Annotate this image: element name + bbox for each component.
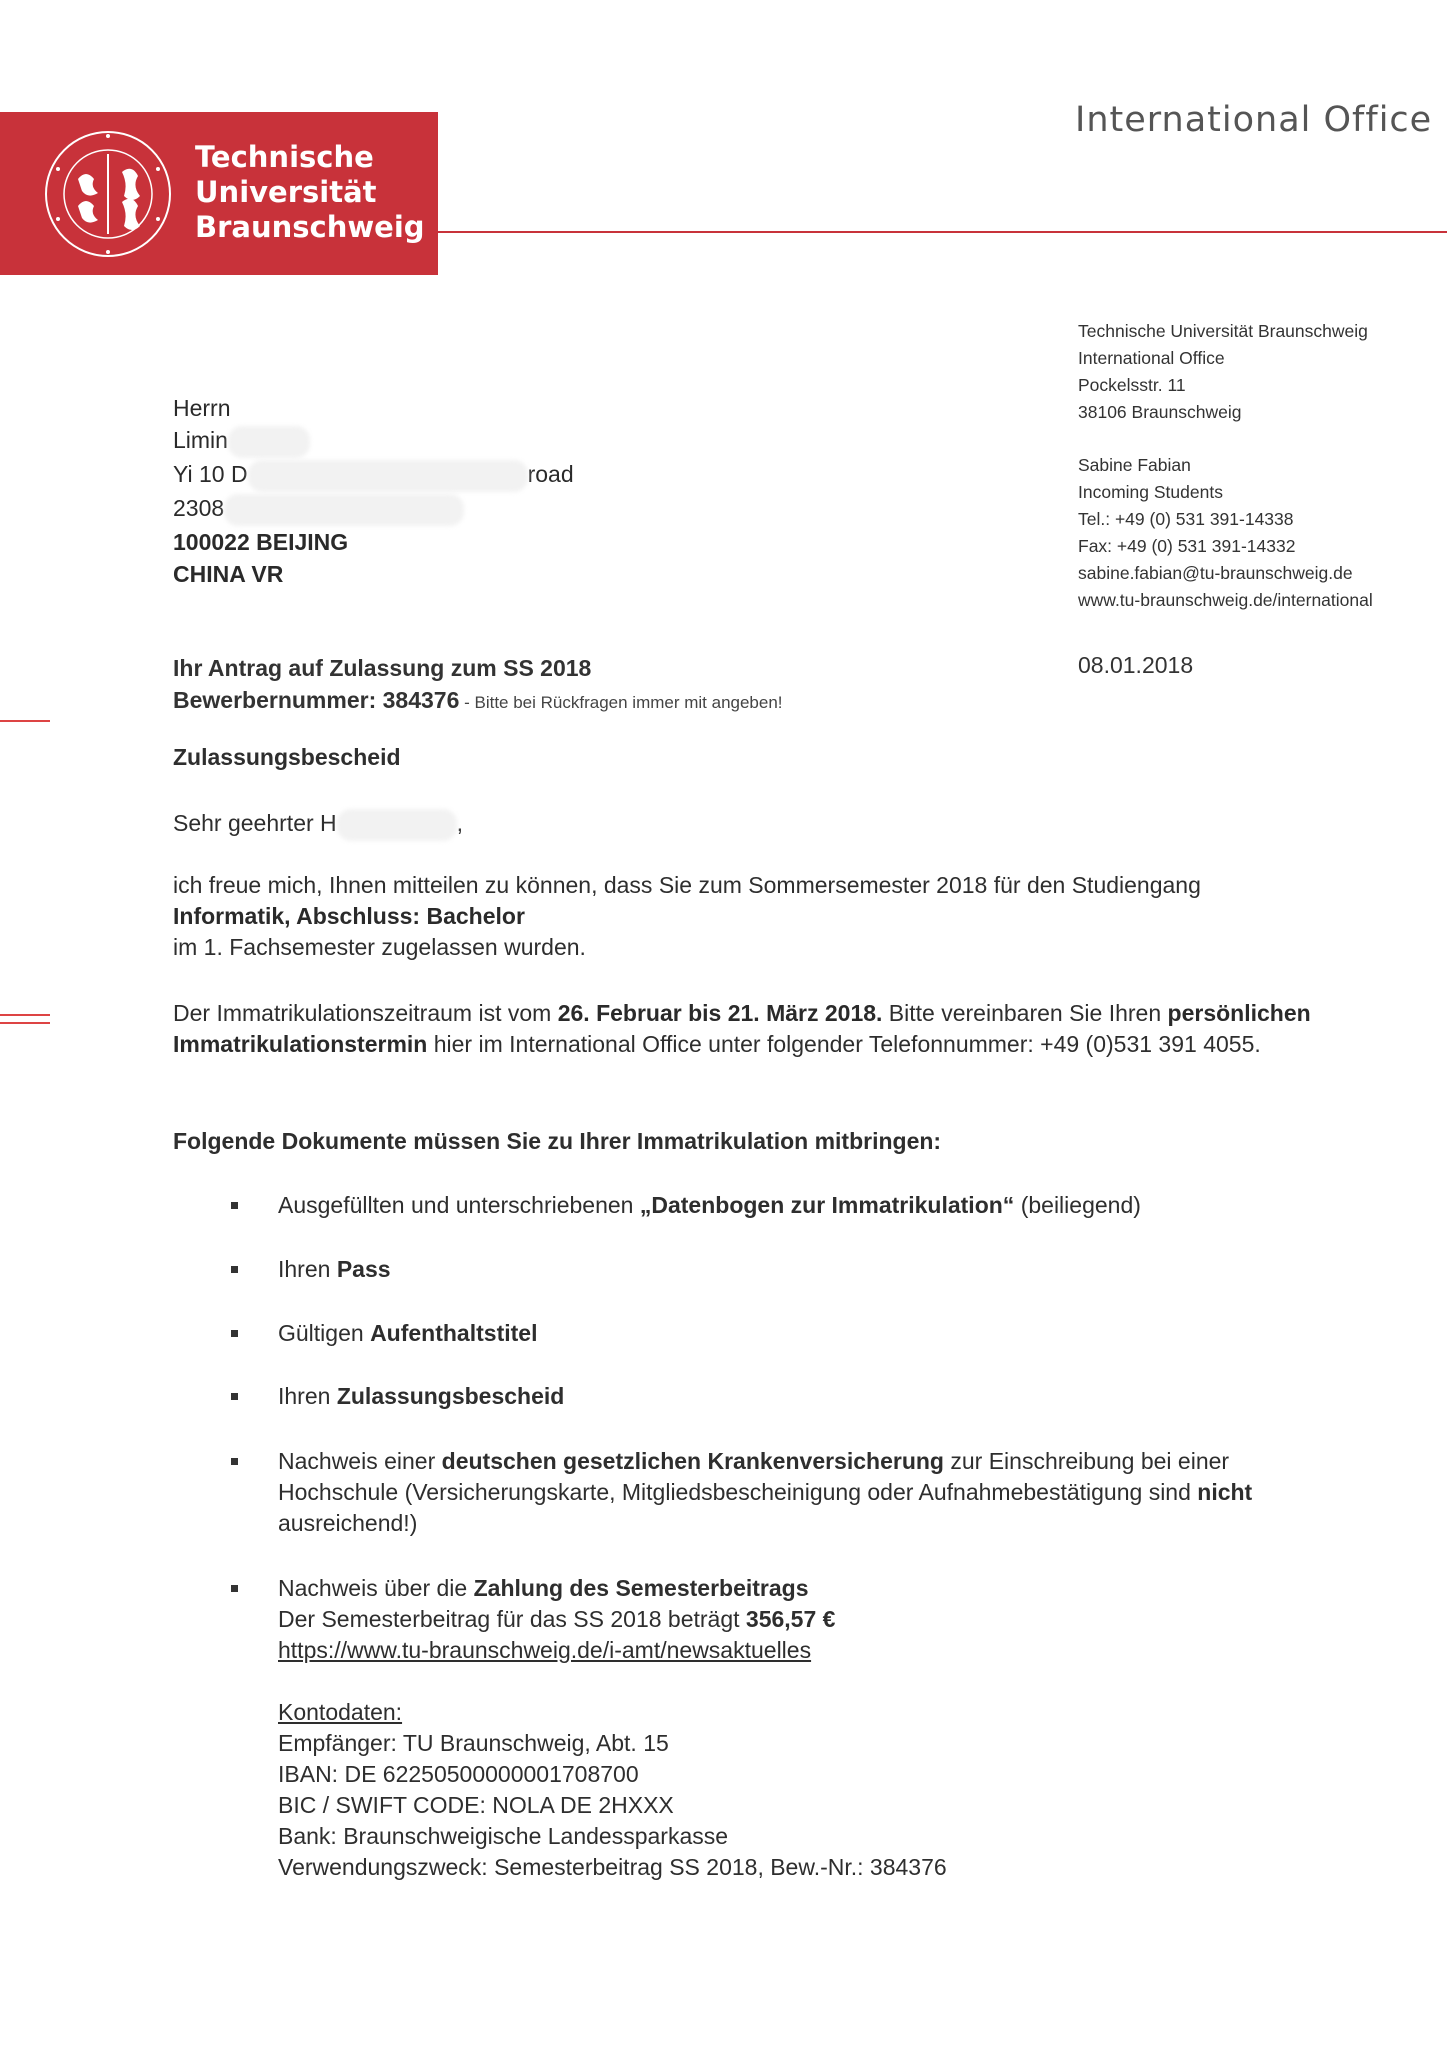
item-text: Ihren bbox=[278, 1383, 337, 1409]
logo-line: Universität bbox=[195, 175, 377, 209]
recipient-country: CHINA VR bbox=[173, 560, 284, 587]
logo-line: Braunschweig bbox=[195, 210, 425, 244]
recipient-street-end: road bbox=[527, 460, 574, 487]
item-emphasis: Zahlung des Semesterbeitrags bbox=[473, 1575, 809, 1601]
documents-heading: Folgende Dokumente müssen Sie zu Ihrer Immatrikulation mitbringen: bbox=[173, 1128, 942, 1154]
enrollment-period: 26. Februar bis 21. März 2018. bbox=[557, 1000, 883, 1026]
recipient-name-line bbox=[173, 424, 574, 458]
salutation: Sehr geehrter H bbox=[173, 810, 337, 836]
bank-recipient: Empfänger: TU Braunschweig, Abt. 15 bbox=[278, 1730, 669, 1756]
salutation-line bbox=[173, 808, 1313, 841]
sender-line: International Office bbox=[1078, 348, 1225, 368]
item-text: Der Semesterbeitrag für das SS 2018 beträgt bbox=[278, 1606, 746, 1632]
redaction-blur bbox=[224, 494, 464, 526]
contact-website: www.tu-braunschweig.de/international bbox=[1078, 590, 1373, 610]
letter-heading: Zulassungsbescheid bbox=[173, 744, 401, 770]
enrollment-text: Der Immatrikulationszeitraum ist vom bbox=[173, 1000, 558, 1026]
enrollment-text: hier im International Office unter folgender Telefonnummer: +49 (0)531 391 4055. bbox=[427, 1031, 1261, 1057]
letter-date: 08.01.2018 bbox=[1078, 652, 1194, 678]
contact-phone: Tel.: +49 (0) 531 391-14338 bbox=[1078, 509, 1294, 529]
sender-line: 38106 Braunschweig bbox=[1078, 402, 1242, 422]
redaction-blur bbox=[228, 426, 310, 458]
bullet-icon bbox=[231, 1330, 238, 1337]
recipient-address bbox=[173, 392, 574, 590]
item-emphasis: Pass bbox=[336, 1256, 391, 1282]
header-divider bbox=[438, 231, 1447, 233]
recipient-name: Limin bbox=[173, 427, 228, 453]
contact-department: Incoming Students bbox=[1078, 482, 1223, 502]
item-text: zur Einschreibung bei einer Hochschule (Versicherungskarte, Mitgliedsbescheinigung oder Aufnahmebestätigung sind bbox=[278, 1448, 1230, 1505]
appointment-label: persönlichen Immatrikulationstermin bbox=[173, 1000, 1311, 1057]
recipient-building-line bbox=[173, 492, 574, 526]
enrollment-paragraph bbox=[173, 998, 1313, 1060]
sender-address bbox=[1078, 318, 1373, 614]
salutation-end: , bbox=[456, 810, 464, 836]
university-logo bbox=[0, 112, 438, 275]
recipient-street-line bbox=[173, 458, 574, 492]
degree-program: Informatik, Abschluss: Bachelor bbox=[173, 903, 525, 929]
recipient-salutation: Herrn bbox=[173, 395, 231, 421]
item-emphasis: nicht bbox=[1197, 1479, 1253, 1505]
redaction-blur bbox=[248, 460, 528, 492]
fee-amount: 356,57 € bbox=[745, 1606, 836, 1632]
contact-email: sabine.fabian@tu-braunschweig.de bbox=[1078, 563, 1353, 583]
recipient-street-start: Yi 10 D bbox=[173, 460, 248, 487]
university-seal-icon bbox=[38, 124, 178, 264]
item-emphasis: Zulassungsbescheid bbox=[336, 1383, 565, 1409]
subject-line: Ihr Antrag auf Zulassung zum SS 2018 bbox=[173, 655, 592, 681]
item-emphasis: Aufenthaltstitel bbox=[370, 1320, 538, 1346]
bullet-icon bbox=[231, 1266, 238, 1273]
contact-fax: Fax: +49 (0) 531 391-14332 bbox=[1078, 536, 1296, 556]
admission-semester: im 1. Fachsemester zugelassen wurden. bbox=[173, 934, 586, 960]
bank-details-title: Kontodaten: bbox=[278, 1699, 403, 1725]
applicant-note: - Bitte bei Rückfragen immer mit angeben! bbox=[459, 693, 783, 712]
bullet-icon bbox=[231, 1393, 238, 1400]
item-text: (beiliegend) bbox=[1014, 1192, 1141, 1218]
logo-wordmark bbox=[195, 140, 425, 245]
bank-purpose: Verwendungszweck: Semesterbeitrag SS 2018, Bew.-Nr.: 384376 bbox=[278, 1854, 947, 1880]
recipient-city: 100022 BEIJING bbox=[173, 528, 349, 555]
contact-name: Sabine Fabian bbox=[1078, 455, 1191, 475]
logo-line: Technische bbox=[195, 140, 374, 174]
item-text: Ihren bbox=[278, 1256, 337, 1282]
recipient-building: 2308 bbox=[173, 494, 225, 521]
sender-line: Technische Universität Braunschweig bbox=[1078, 321, 1368, 341]
redaction-blur bbox=[337, 809, 457, 841]
bullet-icon bbox=[231, 1585, 238, 1592]
bullet-icon bbox=[231, 1202, 238, 1209]
subject-block bbox=[173, 652, 783, 719]
bank-iban: IBAN: DE 62250500000001708700 bbox=[278, 1761, 639, 1787]
item-text: ausreichend!) bbox=[278, 1510, 418, 1536]
item-emphasis: deutschen gesetzlichen Krankenversicherung bbox=[441, 1448, 944, 1474]
office-title: International Office bbox=[1075, 100, 1433, 140]
item-text: Nachweis einer bbox=[278, 1448, 442, 1474]
enrollment-text: Bitte vereinbaren Sie Ihren bbox=[882, 1000, 1168, 1026]
item-text: Gültigen bbox=[278, 1320, 371, 1346]
item-text: Nachweis über die bbox=[278, 1575, 474, 1601]
bullet-icon bbox=[231, 1458, 238, 1465]
fold-mark bbox=[0, 1022, 50, 1024]
fold-mark bbox=[0, 720, 50, 722]
fold-mark bbox=[0, 1014, 50, 1016]
applicant-number-line bbox=[173, 684, 783, 719]
sender-line: Pockelsstr. 11 bbox=[1078, 375, 1186, 395]
item-text: Ausgefüllten und unterschriebenen bbox=[278, 1192, 640, 1218]
bank-name: Bank: Braunschweigische Landessparkasse bbox=[278, 1823, 729, 1849]
bank-bic: BIC / SWIFT CODE: NOLA DE 2HXXX bbox=[278, 1792, 674, 1818]
applicant-number: Bewerbernummer: 384376 bbox=[173, 687, 460, 713]
fee-info-link[interactable]: https://www.tu-braunschweig.de/i-amt/newsaktuelles bbox=[278, 1637, 812, 1663]
admission-paragraph bbox=[173, 870, 1313, 963]
item-emphasis: „Datenbogen zur Immatrikulation“ bbox=[639, 1192, 1015, 1218]
admission-text: ich freue mich, Ihnen mitteilen zu können, dass Sie zum Sommersemester 2018 für den Studiengang bbox=[173, 872, 1201, 898]
